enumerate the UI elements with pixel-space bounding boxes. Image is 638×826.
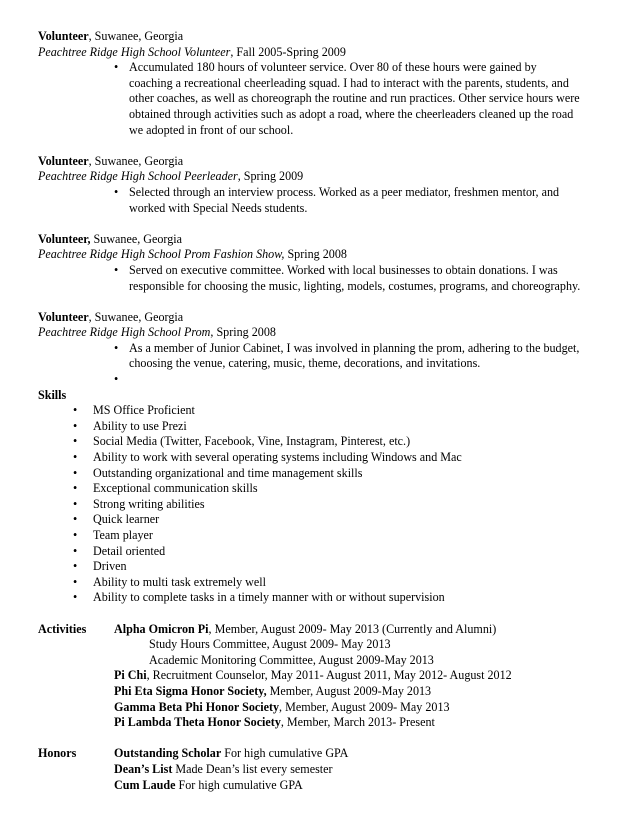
skill-text: Ability to complete tasks in a timely manner with or without supervision <box>93 590 445 605</box>
resume-page <box>38 29 608 793</box>
activity-detail: , Recruitment Counselor, May 2011- August 2011, May 2012- August 2012 <box>146 668 512 683</box>
entry-subheader <box>38 45 608 61</box>
role: Volunteer <box>38 309 89 324</box>
location: Suwanee, Georgia <box>90 231 182 246</box>
bullet-icon: • <box>73 465 78 480</box>
list-item <box>38 403 608 419</box>
list-item <box>38 434 608 450</box>
activities-section <box>38 622 608 731</box>
bullet-icon: • <box>73 481 78 496</box>
dates: , Fall 2005-Spring 2009 <box>230 44 346 59</box>
bullet-text-line: Selected through an interview process. Worked as a peer mediator, freshmen mentor, and <box>129 184 560 199</box>
bullet-text-line: choosing the venue, catering, music, theme, decorations, and invitations. <box>129 356 481 371</box>
activity-name: Gamma Beta Phi Honor Society <box>114 699 280 714</box>
activity-detail: , Member, August 2009- May 2013 <box>279 699 450 714</box>
location: , Suwanee, Georgia <box>88 153 184 168</box>
entry-subheader <box>38 169 608 185</box>
dates: Spring 2008 <box>284 247 347 262</box>
bullet-icon: • <box>73 590 78 605</box>
honor-name: Dean’s List <box>114 761 173 776</box>
bullet-icon: • <box>73 434 78 449</box>
list-item <box>38 497 608 513</box>
skill-text: Strong writing abilities <box>93 496 205 511</box>
bullet-text-line: As a member of Junior Cabinet, I was involved in planning the prom, adhering to the budget, <box>129 340 580 355</box>
activity-name: Phi Eta Sigma Honor Society, <box>114 683 267 698</box>
skill-text: MS Office Proficient <box>93 403 195 418</box>
activity-detail: , Member, August 2009- May 2013 (Currently and Alumni) <box>208 621 497 636</box>
organization: Peachtree Ridge High School Prom <box>38 325 211 340</box>
entry-header <box>38 29 608 45</box>
bullet-icon: • <box>114 184 119 199</box>
activity-detail: Study Hours Committee, August 2009- May 2013 <box>149 637 391 652</box>
bullet-icon: • <box>73 496 78 511</box>
honors-list <box>114 746 608 793</box>
activity-row <box>114 715 608 731</box>
section-heading: Activities <box>38 621 87 636</box>
activity-name: Pi Lambda Theta Honor Society <box>114 715 281 730</box>
honors-section <box>38 746 608 793</box>
skills-list <box>38 403 608 606</box>
entry-header <box>38 154 608 170</box>
dates: , Spring 2008 <box>210 325 276 340</box>
entry-header <box>38 232 608 248</box>
bullet-icon: • <box>73 418 78 433</box>
list-item <box>38 185 608 216</box>
skills-section <box>38 388 608 606</box>
bullet-text-line: coaching a recreational cheerleading squad. I had to interact with the parents, students, and <box>129 75 569 90</box>
bullet-list <box>38 185 608 216</box>
bullet-icon: • <box>73 559 78 574</box>
list-item <box>38 419 608 435</box>
dates: , Spring 2009 <box>237 169 304 184</box>
spacer <box>38 606 608 622</box>
activity-row <box>114 700 608 716</box>
bullet-icon: • <box>114 340 119 355</box>
activity-row <box>114 668 608 684</box>
skill-text: Outstanding organizational and time management skills <box>93 465 363 480</box>
volunteer-entry <box>38 310 608 388</box>
activities-list <box>114 622 608 731</box>
list-item <box>38 528 608 544</box>
bullet-text-line: we adopted in front of our school. <box>129 122 294 137</box>
volunteer-entry <box>38 154 608 216</box>
skill-text: Driven <box>93 559 127 574</box>
bullet-icon: • <box>73 574 78 589</box>
honor-row <box>114 746 608 762</box>
organization: Peachtree Ridge High School Volunteer <box>38 44 231 59</box>
honor-detail: Made Dean’s list every semester <box>172 761 333 776</box>
bullet-icon: • <box>114 262 119 277</box>
list-item <box>38 590 608 606</box>
activity-detail: Member, August 2009-May 2013 <box>266 683 432 698</box>
organization: Peachtree Ridge High School Prom Fashion Show, <box>38 247 285 262</box>
honor-name: Cum Laude <box>114 777 176 792</box>
bullet-icon: • <box>73 528 78 542</box>
section-heading: Skills <box>38 387 67 402</box>
list-item <box>38 263 608 294</box>
bullet-list <box>38 60 608 138</box>
honor-row <box>114 762 608 778</box>
skill-text: Quick learner <box>93 512 160 527</box>
honor-detail: For high cumulative GPA <box>175 777 303 792</box>
role: Volunteer <box>38 29 89 43</box>
bullet-icon: • <box>114 372 119 387</box>
list-item <box>38 466 608 482</box>
organization: Peachtree Ridge High School Peerleader <box>38 169 238 184</box>
entry-header <box>38 310 608 326</box>
activity-name: Alpha Omicron Pi <box>114 621 209 636</box>
bullet-icon: • <box>73 450 78 465</box>
location: , Suwanee, Georgia <box>88 29 184 43</box>
skill-text: Ability to multi task extremely well <box>93 574 266 589</box>
volunteer-entry <box>38 232 608 294</box>
skill-text: Ability to use Prezi <box>93 418 187 433</box>
entry-subheader <box>38 325 608 341</box>
spacer <box>38 731 608 747</box>
bullet-text-line <box>129 372 608 388</box>
bullet-icon: • <box>73 512 78 527</box>
list-item <box>38 481 608 497</box>
list-item <box>38 60 608 138</box>
activity-detail: , Member, March 2013- Present <box>280 715 435 730</box>
list-item <box>38 372 608 388</box>
bullet-text-line: responsible for choosing the music, lighting, models, costumes, programs, and choreography. <box>129 278 581 293</box>
volunteer-entry <box>38 29 608 138</box>
honor-name: Outstanding Scholar <box>114 746 222 761</box>
role: Volunteer, <box>38 231 91 246</box>
skill-text: Exceptional communication skills <box>93 481 258 496</box>
list-item <box>38 575 608 591</box>
list-item <box>38 559 608 575</box>
list-item <box>38 512 608 528</box>
bullet-icon: • <box>73 543 78 558</box>
role: Volunteer <box>38 153 89 168</box>
skill-text: Social Media (Twitter, Facebook, Vine, Instagram, Pinterest, etc.) <box>93 434 411 449</box>
location: , Suwanee, Georgia <box>88 309 184 324</box>
skill-text: Ability to work with several operating systems including Windows and Mac <box>93 450 462 465</box>
entry-subheader <box>38 247 608 263</box>
bullet-text-line: Served on executive committee. Worked with local businesses to obtain donations. I was <box>129 262 558 277</box>
honor-row <box>114 778 608 794</box>
bullet-list <box>38 263 608 294</box>
skill-text: Team player <box>93 528 153 542</box>
honor-detail: For high cumulative GPA <box>221 746 349 761</box>
bullet-icon: • <box>114 60 119 75</box>
bullet-text-line: worked with Special Needs students. <box>129 200 308 215</box>
activity-row <box>114 637 608 653</box>
skill-text: Detail oriented <box>93 543 166 558</box>
bullet-text-line: Accumulated 180 hours of volunteer service. Over 80 of these hours were gained by <box>129 60 537 75</box>
activity-row <box>114 653 608 669</box>
bullet-text-line: obtained through activities such as adopt a road, where the cheerleaders cleaned up the road <box>129 106 574 121</box>
activity-name: Pi Chi <box>114 668 147 683</box>
section-heading: Honors <box>38 746 77 761</box>
activity-detail: Academic Monitoring Committee, August 2009-May 2013 <box>149 652 434 667</box>
activity-row <box>114 622 608 638</box>
bullet-icon: • <box>73 403 78 418</box>
list-item <box>38 544 608 560</box>
bullet-list <box>38 341 608 388</box>
list-item <box>38 450 608 466</box>
list-item <box>38 341 608 372</box>
activity-row <box>114 684 608 700</box>
bullet-text-line: other coaches, as well as choreograph the routine and run practices. Other service hours were <box>129 91 580 106</box>
